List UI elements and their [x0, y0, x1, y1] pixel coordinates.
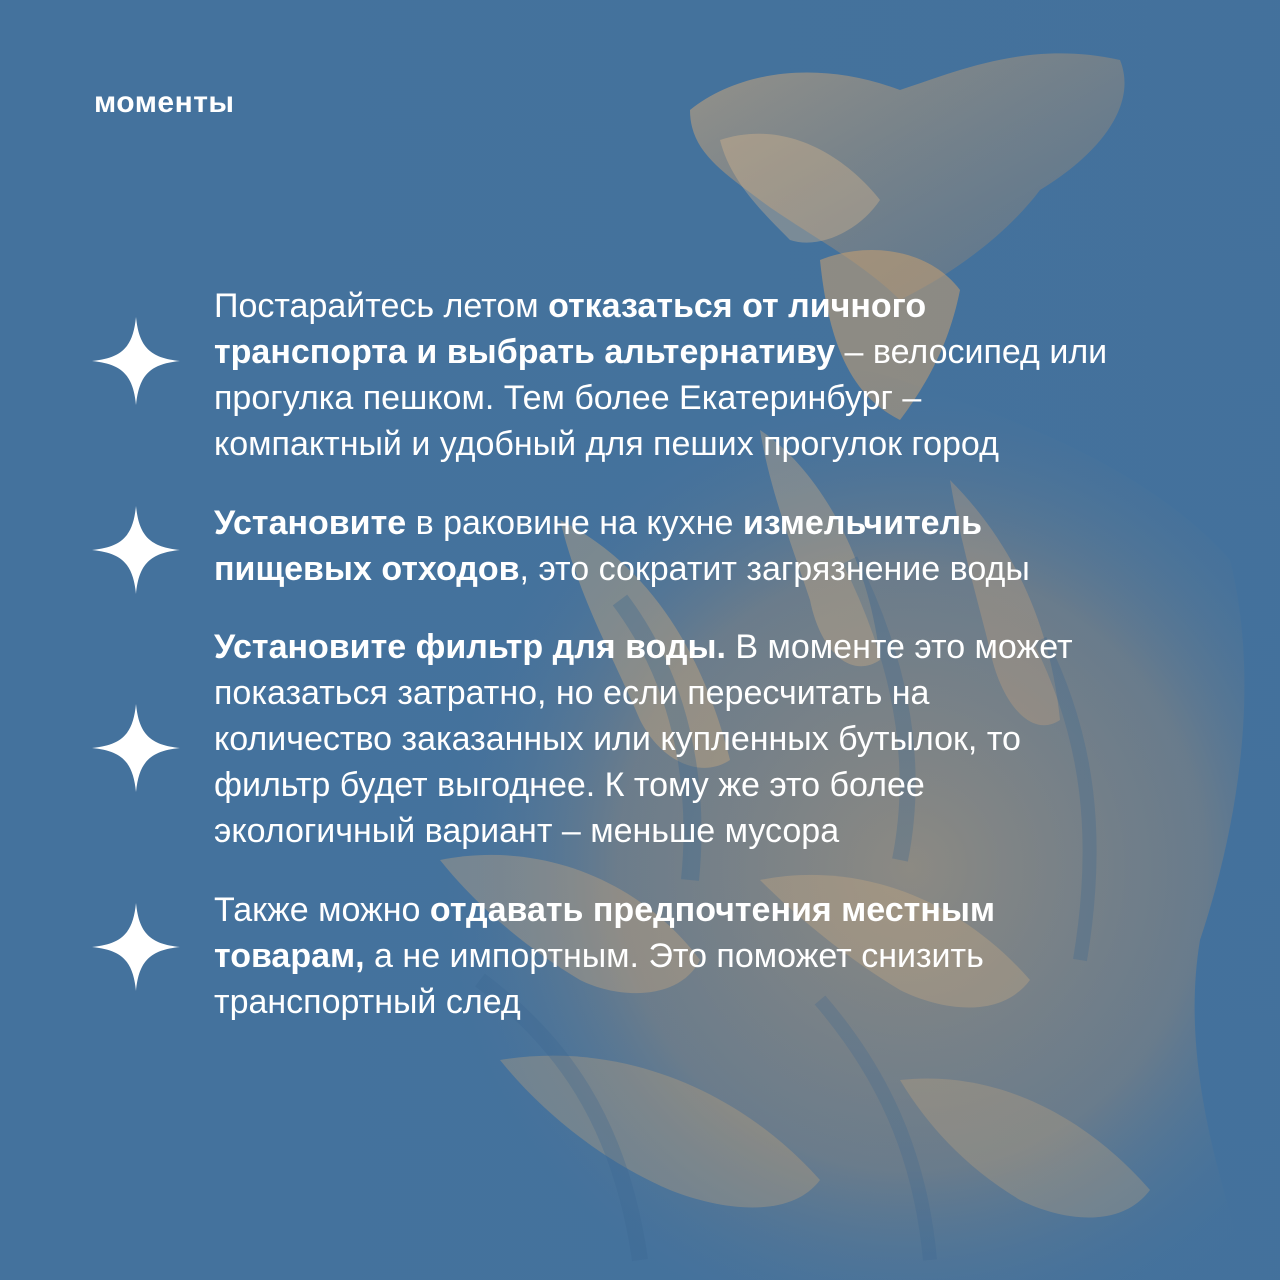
tip-bold-run: отказаться от личного — [548, 287, 927, 325]
tip-text — [214, 500, 1214, 592]
tip-run: компактный и удобный для пеших прогулок город — [214, 425, 999, 463]
sparkle-star-icon — [92, 317, 180, 405]
tip-line — [214, 329, 1214, 375]
tip-bold-run: измельчитель — [742, 504, 983, 542]
tip-line — [214, 887, 1214, 933]
tip-run: транспортный след — [214, 983, 521, 1021]
tip-bold-run: отдавать предпочтения местным — [429, 891, 996, 929]
tip-line — [214, 762, 1214, 808]
sparkle-star-icon — [92, 903, 180, 991]
tip-line — [214, 979, 1214, 1025]
tip-run: фильтр будет выгоднее. К тому же это более — [214, 766, 925, 804]
tip-line — [214, 624, 1214, 670]
tip-run: В моменте это может — [725, 628, 1073, 666]
tip-line — [214, 283, 1214, 329]
tip-run: в раковине на кухне — [406, 504, 743, 542]
tip-line — [214, 421, 1214, 467]
tip-run: – велосипед или — [835, 333, 1108, 371]
tip-text — [214, 887, 1214, 1025]
tip-line — [214, 670, 1214, 716]
tip-run: экологичный вариант – меньше мусора — [214, 812, 840, 850]
tip-run: показаться затратно, но если пересчитать на — [214, 674, 930, 712]
tip-run: а не импортным. Это поможет снизить — [364, 937, 984, 975]
tip-run: количество заказанных или купленных бутылок, то — [214, 720, 1021, 758]
tip-line — [214, 716, 1214, 762]
tip-bold-run: Установите — [214, 504, 407, 542]
tip-line — [214, 375, 1214, 421]
tip-line — [214, 546, 1214, 592]
tip-text — [214, 624, 1214, 854]
tip-run: Постарайтесь летом — [214, 287, 549, 325]
tip-run: , это сократит загрязнение воды — [519, 550, 1030, 588]
sparkle-star-icon — [92, 704, 180, 792]
tip-line — [214, 933, 1214, 979]
slide-label: моменты — [94, 86, 235, 119]
tip-text — [214, 283, 1214, 467]
tip-run: прогулка пешком. Тем более Екатеринбург – — [214, 379, 922, 417]
sparkle-star-icon — [92, 506, 180, 594]
tip-line — [214, 500, 1214, 546]
tip-bold-run: транспорта и выбрать альтернативу — [214, 333, 836, 371]
tip-bold-run: пищевых отходов — [214, 550, 520, 588]
tip-line — [214, 808, 1214, 854]
tip-run: Также можно — [214, 891, 430, 929]
tip-bold-run: Установите фильтр для воды. — [214, 628, 726, 666]
tip-bold-run: товарам, — [214, 937, 365, 975]
